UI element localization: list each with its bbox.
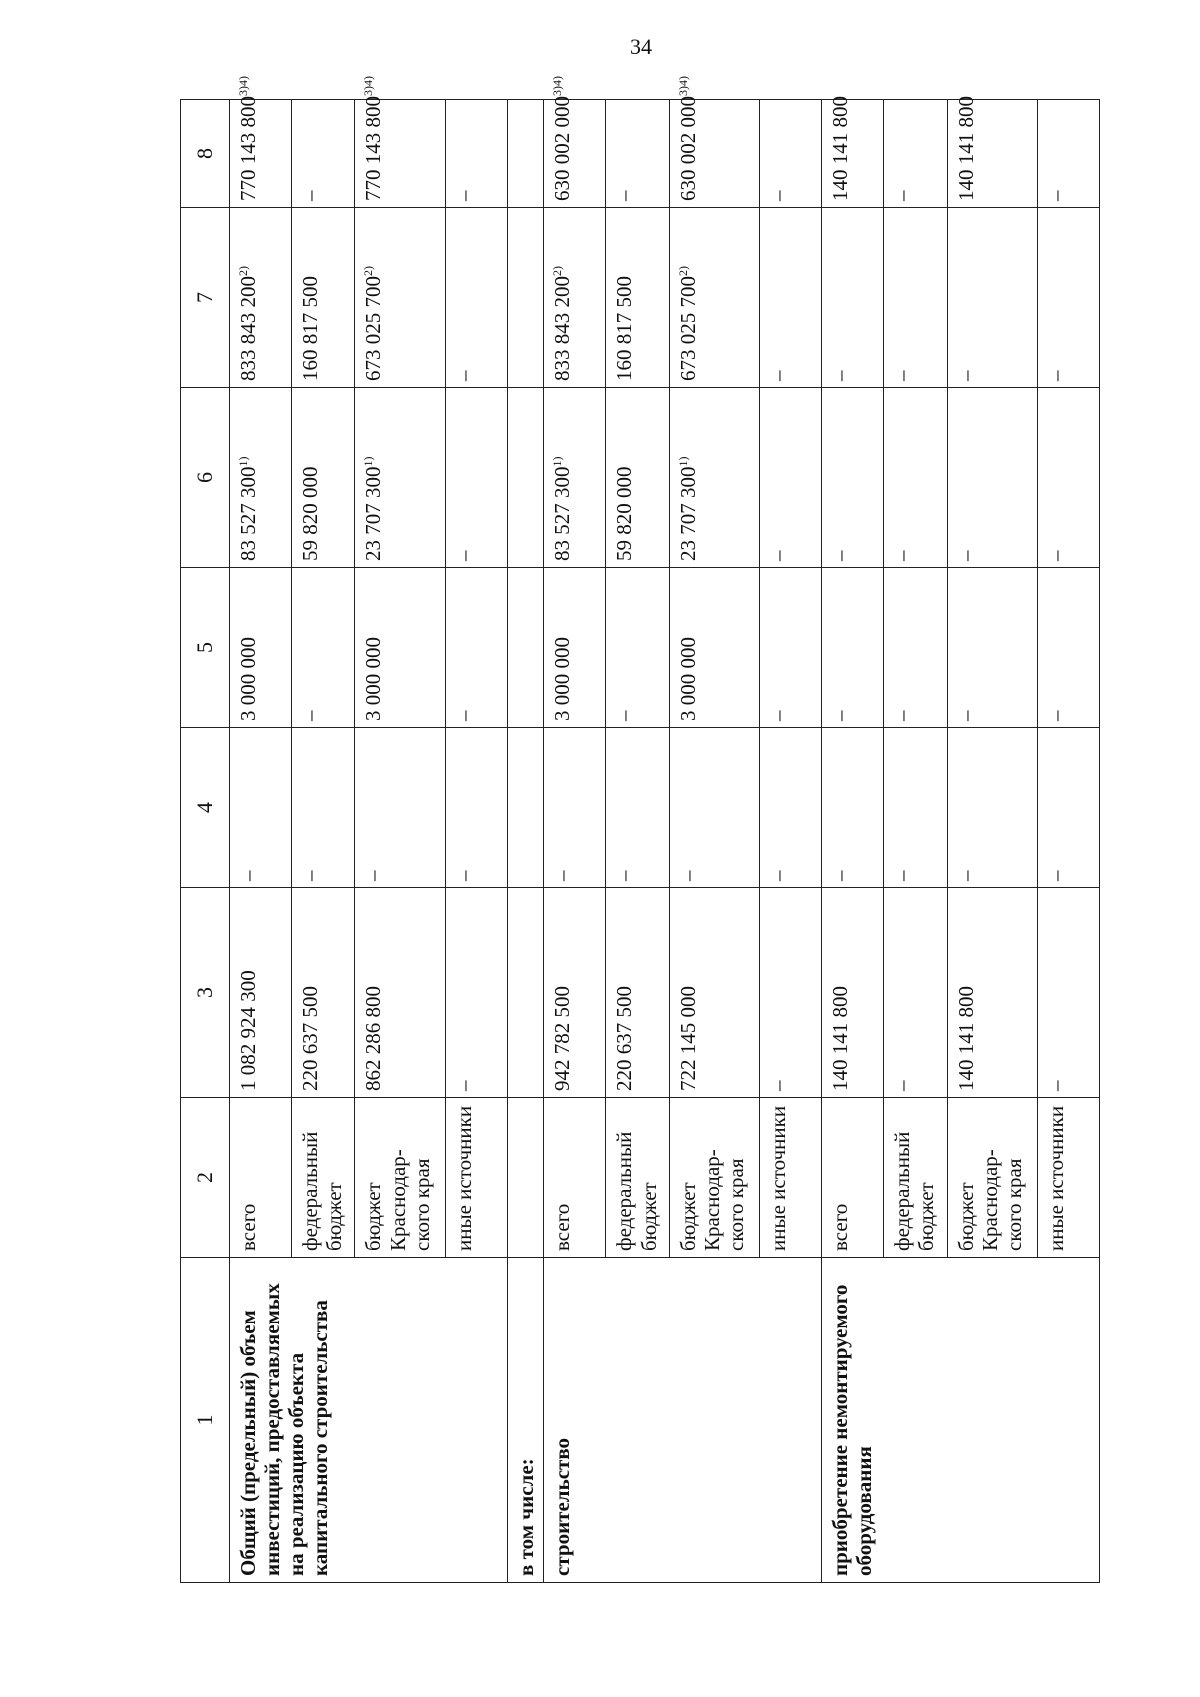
cell-col4-value: – <box>451 870 476 881</box>
cell-col8 <box>445 100 507 208</box>
cell-col6-value: 23 707 300 <box>675 466 700 561</box>
cell-col4-value: – <box>361 870 386 881</box>
cell-col4-value: – <box>828 870 853 881</box>
cell-col4 <box>544 728 606 888</box>
cell-col8 <box>355 76 445 208</box>
cell-col3-value: – <box>766 1080 791 1091</box>
footnote-marker: 1) <box>675 456 690 467</box>
cell-col4 <box>355 728 445 888</box>
cell-col7-value: 673 025 700 <box>675 276 700 381</box>
column-header: 6 <box>181 388 230 568</box>
table-row <box>230 100 292 1583</box>
cell-col4-value: – <box>675 870 700 881</box>
cell-col7 <box>355 208 445 388</box>
cell-col8-value: 630 002 000 <box>675 96 700 201</box>
cell-col4-value: – <box>612 870 637 881</box>
cell-col6 <box>822 388 884 568</box>
cell-col5 <box>669 568 759 728</box>
cell-col5-value: – <box>612 710 637 721</box>
cell-col7 <box>544 208 606 388</box>
cell-col6 <box>760 388 822 568</box>
cell-col3 <box>1037 888 1099 1098</box>
cell-col7-value: – <box>1043 370 1068 381</box>
cell-col3-value: 862 286 800 <box>361 986 386 1091</box>
cell-col8 <box>1037 100 1099 208</box>
cell-col5-value: 3 000 000 <box>236 637 260 721</box>
cell-col5 <box>230 568 292 728</box>
cell-col7-value: – <box>451 370 476 381</box>
cell-col6-value: 83 527 300 <box>550 466 575 561</box>
cell-col8-value: 770 143 800 <box>361 96 386 201</box>
subheading: в том числе: <box>507 1258 544 1583</box>
cell-col5-value: – <box>1043 710 1068 721</box>
cell-col6 <box>230 388 292 568</box>
cell-col6 <box>544 388 606 568</box>
cell-col5-value: 3 000 000 <box>550 637 575 721</box>
rotated-table-container <box>180 76 1100 1583</box>
funding-source: федеральный бюджет <box>606 1098 669 1258</box>
cell-col3 <box>606 888 669 1098</box>
empty-cell <box>507 568 544 728</box>
cell-col3 <box>760 888 822 1098</box>
cell-col3-value: – <box>1043 1080 1068 1091</box>
cell-col7 <box>606 208 669 388</box>
cell-col4-value: – <box>298 870 323 881</box>
cell-col6 <box>355 388 445 568</box>
cell-col8 <box>822 96 884 208</box>
cell-col8-value: – <box>766 190 791 201</box>
cell-col8-value: 770 143 800 <box>236 96 260 201</box>
footnote-marker: 2) <box>675 266 690 276</box>
cell-col4-value: – <box>953 870 978 881</box>
funding-source: бюджет Краснодар-ского края <box>355 1098 445 1258</box>
cell-col8 <box>669 76 759 208</box>
footnote-marker: 3)4) <box>675 76 690 96</box>
cell-col4 <box>292 728 355 888</box>
cell-col7 <box>760 208 822 388</box>
funding-source: бюджет Краснодар-ского края <box>669 1098 759 1258</box>
cell-col5 <box>292 568 355 728</box>
cell-col6-value: – <box>953 550 978 561</box>
funding-source: федеральный бюджет <box>884 1098 947 1258</box>
cell-col6-value: – <box>828 550 853 561</box>
cell-col5-value: 3 000 000 <box>675 637 700 721</box>
funding-source: федеральный бюджет <box>292 1098 355 1258</box>
funding-source: всего <box>230 1098 292 1258</box>
cell-col8-value: 140 141 800 <box>953 96 978 201</box>
cell-col3-value: 140 141 800 <box>828 986 853 1091</box>
cell-col3-value: 1 082 924 300 <box>236 970 260 1091</box>
cell-col8-value: – <box>890 190 915 201</box>
cell-col4 <box>669 728 759 888</box>
cell-col4 <box>822 728 884 888</box>
column-header: 5 <box>181 568 230 728</box>
cell-col7 <box>292 208 355 388</box>
cell-col5-value: 3 000 000 <box>361 637 386 721</box>
column-header: 1 <box>181 1258 230 1583</box>
cell-col3-value: – <box>451 1080 476 1091</box>
cell-col6 <box>445 388 507 568</box>
cell-col4-value: – <box>550 870 575 881</box>
column-header: 8 <box>181 100 230 208</box>
cell-col6-value: 59 820 000 <box>298 466 323 561</box>
cell-col3-value: 942 782 500 <box>550 986 575 1091</box>
cell-col5 <box>606 568 669 728</box>
cell-col6 <box>947 388 1037 568</box>
cell-col4 <box>606 728 669 888</box>
footnote-marker: 2) <box>550 266 565 276</box>
funding-source: иные источники <box>1037 1098 1099 1258</box>
column-header: 2 <box>181 1098 230 1258</box>
cell-col6-value: 59 820 000 <box>612 466 637 561</box>
cell-col5-value: – <box>766 710 791 721</box>
empty-cell <box>507 100 544 208</box>
cell-col6-value: – <box>451 550 476 561</box>
cell-col5 <box>822 568 884 728</box>
funding-source: иные источники <box>760 1098 822 1258</box>
column-header: 4 <box>181 728 230 888</box>
cell-col4-value: – <box>890 870 915 881</box>
cell-col6 <box>884 388 947 568</box>
cell-col8-value: – <box>1043 190 1068 201</box>
cell-col4 <box>1037 728 1099 888</box>
cell-col8 <box>884 100 947 208</box>
cell-col3 <box>230 888 292 1098</box>
cell-col8 <box>544 76 606 208</box>
cell-col8 <box>230 76 292 208</box>
investment-table <box>180 76 1100 1583</box>
header-row <box>181 100 230 1583</box>
cell-col7 <box>822 208 884 388</box>
cell-col3-value: – <box>890 1080 915 1091</box>
cell-col6 <box>1037 388 1099 568</box>
cell-col7 <box>1037 208 1099 388</box>
cell-col4 <box>230 728 292 888</box>
footnote-marker: 1) <box>361 456 376 467</box>
footnote-marker: 1) <box>550 456 565 467</box>
cell-col7-value: 160 817 500 <box>612 276 637 381</box>
cell-col5-value: – <box>890 710 915 721</box>
cell-col8-value: – <box>612 190 637 201</box>
cell-col6-value: 83 527 300 <box>236 466 260 561</box>
cell-col8-value: – <box>298 190 323 201</box>
cell-col7-value: 833 843 200 <box>236 276 260 381</box>
empty-cell <box>507 1098 544 1258</box>
cell-col5 <box>544 568 606 728</box>
cell-col5 <box>884 568 947 728</box>
funding-source: иные источники <box>445 1098 507 1258</box>
cell-col8 <box>606 100 669 208</box>
cell-col3 <box>884 888 947 1098</box>
cell-col7 <box>884 208 947 388</box>
empty-cell <box>507 388 544 568</box>
cell-col3 <box>947 888 1037 1098</box>
table-row <box>822 100 884 1583</box>
cell-col3-value: 722 145 000 <box>675 986 700 1091</box>
page-number: 34 <box>630 34 652 59</box>
cell-col3 <box>355 888 445 1098</box>
column-header: 7 <box>181 208 230 388</box>
footnote-marker: 3)4) <box>361 76 376 96</box>
cell-col6-value: – <box>890 550 915 561</box>
footnote-marker: 2) <box>361 266 376 276</box>
cell-col3 <box>822 888 884 1098</box>
cell-col6 <box>292 388 355 568</box>
cell-col5-value: – <box>953 710 978 721</box>
row-group-label: приобретение немонтируемого оборудования <box>822 1258 1100 1583</box>
subheading-row <box>507 100 544 1583</box>
column-header: 3 <box>181 888 230 1098</box>
cell-col7-value: – <box>766 370 791 381</box>
cell-col7 <box>230 208 292 388</box>
empty-cell <box>507 728 544 888</box>
cell-col5 <box>355 568 445 728</box>
cell-col4-value: – <box>236 870 260 881</box>
cell-col8 <box>760 100 822 208</box>
cell-col3 <box>445 888 507 1098</box>
cell-col5 <box>947 568 1037 728</box>
funding-source: всего <box>544 1098 606 1258</box>
cell-col7 <box>669 208 759 388</box>
cell-col5-value: – <box>298 710 323 721</box>
cell-col3 <box>544 888 606 1098</box>
cell-col7-value: 673 025 700 <box>361 276 386 381</box>
cell-col3-value: 140 141 800 <box>953 986 978 1091</box>
footnote-marker: 2) <box>236 266 250 276</box>
cell-col6-value: 23 707 300 <box>361 466 386 561</box>
footnote-marker: 3)4) <box>236 76 250 96</box>
cell-col3-value: 220 637 500 <box>612 986 637 1091</box>
row-group-label: строительство <box>544 1258 822 1583</box>
cell-col8-value: 630 002 000 <box>550 96 575 201</box>
footnote-marker: 1) <box>236 456 250 467</box>
funding-source: всего <box>822 1098 884 1258</box>
cell-col6 <box>606 388 669 568</box>
cell-col5-value: – <box>828 710 853 721</box>
cell-col5-value: – <box>451 710 476 721</box>
empty-cell <box>507 208 544 388</box>
footnote-marker: 3)4) <box>550 76 565 96</box>
cell-col4 <box>760 728 822 888</box>
table-row <box>544 100 606 1583</box>
cell-col5 <box>445 568 507 728</box>
cell-col6-value: – <box>766 550 791 561</box>
row-group-label: Общий (предельный) объем инвестиций, предоставляемых на реализацию объекта капитального строительства <box>230 1258 508 1583</box>
cell-col4 <box>884 728 947 888</box>
cell-col7 <box>445 208 507 388</box>
cell-col6 <box>669 388 759 568</box>
cell-col7-value: 160 817 500 <box>298 276 323 381</box>
cell-col4 <box>947 728 1037 888</box>
cell-col8-value: 140 141 800 <box>828 96 853 201</box>
cell-col3 <box>292 888 355 1098</box>
cell-col7 <box>947 208 1037 388</box>
cell-col7-value: – <box>890 370 915 381</box>
cell-col8-value: – <box>451 190 476 201</box>
cell-col5 <box>1037 568 1099 728</box>
cell-col8 <box>947 96 1037 208</box>
cell-col3-value: 220 637 500 <box>298 986 323 1091</box>
empty-cell <box>507 888 544 1098</box>
cell-col4-value: – <box>1043 870 1068 881</box>
cell-col4 <box>445 728 507 888</box>
cell-col8 <box>292 100 355 208</box>
cell-col7-value: 833 843 200 <box>550 276 575 381</box>
cell-col7-value: – <box>828 370 853 381</box>
cell-col7-value: – <box>953 370 978 381</box>
cell-col6-value: – <box>1043 550 1068 561</box>
cell-col4-value: – <box>766 870 791 881</box>
cell-col5 <box>760 568 822 728</box>
funding-source: бюджет Краснодар-ского края <box>947 1098 1037 1258</box>
cell-col3 <box>669 888 759 1098</box>
